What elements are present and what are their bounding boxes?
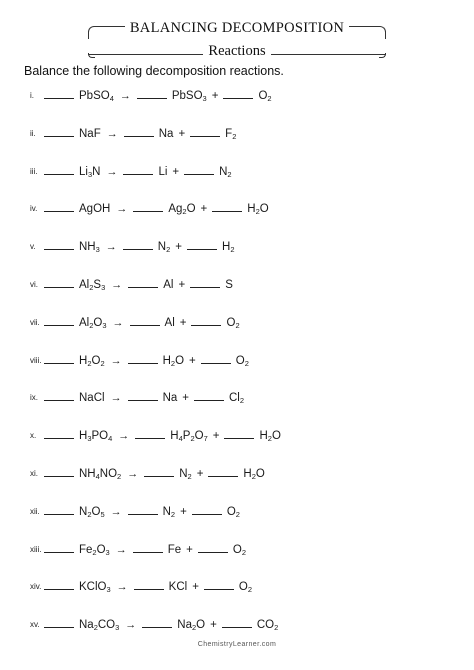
reaction-equation — [44, 162, 236, 182]
formula-element: O — [238, 581, 248, 594]
reaction-equation — [44, 275, 237, 295]
coefficient-blank[interactable] — [44, 275, 74, 288]
coefficient-blank[interactable] — [44, 351, 74, 364]
plus-sign: + — [211, 90, 219, 102]
formula-element: S — [93, 279, 102, 291]
subscript: 4 — [178, 434, 183, 444]
page-title: BALANCING DECOMPOSITION — [125, 20, 349, 36]
reaction-number: ix. — [30, 393, 38, 403]
plus-sign: + — [210, 619, 217, 632]
formula-element: CO — [256, 619, 275, 632]
product-formula — [226, 313, 239, 333]
formula-element: O — [226, 505, 236, 518]
reaction-number: vi. — [30, 280, 38, 289]
formula-element: PO — [91, 430, 109, 443]
reaction-equation — [44, 124, 240, 144]
subscript: 3 — [106, 585, 111, 595]
coefficient-blank[interactable] — [198, 540, 228, 553]
reaction-arrow: → — [110, 392, 122, 405]
subscript: 4 — [95, 472, 100, 481]
subscript: 2 — [267, 434, 272, 444]
formula-element: H — [79, 354, 88, 367]
formula-element: P — [182, 430, 191, 443]
reaction-arrow: → — [119, 90, 131, 102]
reaction-arrow: → — [125, 619, 137, 632]
formula-element: Al — [163, 279, 174, 291]
coefficient-blank[interactable] — [208, 464, 238, 477]
reaction-number: i. — [30, 91, 34, 100]
reactant-formula — [79, 464, 121, 484]
product-formula — [163, 502, 175, 522]
plus-sign: + — [212, 430, 220, 443]
subscript: 3 — [95, 245, 100, 255]
coefficient-blank[interactable] — [133, 199, 163, 212]
reaction-number: xi. — [30, 469, 38, 478]
formula-element: NH — [79, 468, 96, 480]
formula-element: S — [225, 279, 233, 291]
subscript: 2 — [170, 358, 176, 368]
formula-element: O — [226, 316, 236, 329]
subscript: 7 — [203, 434, 208, 444]
formula-element: Al — [79, 316, 90, 329]
formula-element: Ag — [168, 203, 183, 216]
formula-element: O — [96, 543, 106, 556]
formula-element: AgOH — [79, 203, 111, 216]
subscript: 3 — [87, 434, 92, 444]
plus-sign: + — [180, 505, 187, 518]
subscript: 2 — [190, 434, 195, 444]
product-formula — [233, 540, 246, 560]
instructions: Balance the following decomposition reactions. — [24, 64, 284, 78]
product-formula — [163, 388, 178, 408]
coefficient-blank[interactable] — [44, 162, 74, 175]
subscript: 4 — [108, 434, 113, 444]
reaction-equation — [44, 351, 253, 371]
coefficient-blank[interactable] — [212, 199, 242, 212]
reactant-formula — [79, 237, 100, 257]
formula-element: Li — [79, 165, 88, 178]
subscript: 2 — [227, 169, 232, 179]
reaction-arrow: → — [116, 581, 128, 594]
page-subtitle: Reactions — [203, 43, 270, 59]
formula-element: O — [235, 354, 245, 367]
formula-element: O — [186, 203, 196, 216]
coefficient-blank[interactable] — [128, 351, 158, 364]
plus-sign: + — [189, 354, 196, 367]
coefficient-blank[interactable] — [44, 577, 74, 590]
coefficient-blank[interactable] — [144, 464, 174, 477]
formula-element: H — [243, 468, 252, 480]
formula-element: O — [259, 203, 269, 216]
subscript: 3 — [115, 623, 120, 633]
subscript: 2 — [244, 358, 249, 368]
subscript: 2 — [255, 207, 260, 217]
subscript: 2 — [232, 131, 237, 141]
reaction-row — [0, 275, 474, 295]
reactant-formula — [79, 199, 110, 219]
coefficient-blank[interactable] — [44, 388, 74, 401]
formula-element: Na — [79, 619, 94, 632]
coefficient-blank[interactable] — [44, 502, 74, 515]
formula-element: O — [232, 543, 242, 556]
coefficient-blank[interactable] — [190, 124, 220, 137]
subscript: 2 — [170, 509, 176, 519]
plus-sign: + — [178, 279, 186, 291]
plus-sign: + — [192, 581, 199, 594]
product-formula — [257, 615, 278, 635]
formula-element: H — [247, 203, 256, 216]
reaction-row — [0, 313, 474, 333]
formula-element: NH — [79, 241, 96, 254]
coefficient-blank[interactable] — [44, 540, 74, 553]
reactant-formula — [79, 502, 105, 522]
coefficient-blank[interactable] — [222, 615, 252, 628]
product-formula — [239, 577, 252, 597]
reaction-arrow: → — [110, 354, 122, 367]
formula-element: N — [157, 241, 167, 254]
reactant-formula — [79, 162, 100, 182]
reactant-formula — [79, 388, 105, 408]
product-formula — [177, 615, 205, 635]
formula-element: H — [222, 241, 231, 254]
coefficient-blank[interactable] — [124, 124, 154, 137]
formula-element: PbSO — [171, 90, 203, 102]
subscript: 2 — [89, 283, 94, 292]
coefficient-blank[interactable] — [44, 313, 74, 326]
reaction-arrow: → — [127, 468, 139, 480]
reaction-arrow: → — [112, 316, 124, 329]
product-formula — [169, 577, 188, 597]
subscript: 2 — [117, 472, 122, 481]
plus-sign: + — [196, 468, 204, 480]
reaction-row — [0, 502, 474, 522]
coefficient-blank[interactable] — [224, 426, 254, 439]
reaction-number: xv. — [30, 620, 40, 630]
reaction-equation — [44, 464, 269, 484]
subscript: 2 — [251, 472, 256, 481]
formula-element: Fe — [79, 543, 93, 556]
subscript: 2 — [87, 509, 92, 519]
formula-element: O — [91, 505, 101, 518]
reactant-formula — [79, 124, 101, 144]
reaction-row — [0, 540, 474, 560]
formula-element: PbSO — [79, 90, 110, 102]
reaction-row — [0, 426, 474, 446]
coefficient-blank[interactable] — [130, 313, 160, 326]
coefficient-blank[interactable] — [191, 313, 221, 326]
formula-element: O — [196, 619, 206, 632]
coefficient-blank[interactable] — [204, 577, 234, 590]
reaction-row — [0, 86, 474, 106]
formula-element: NaF — [79, 127, 101, 140]
formula-element: N — [162, 505, 171, 518]
reaction-equation — [44, 426, 285, 446]
subscript: 2 — [267, 94, 272, 103]
product-formula — [247, 199, 268, 219]
coefficient-blank[interactable] — [134, 577, 164, 590]
reaction-row — [0, 199, 474, 219]
product-formula — [227, 502, 240, 522]
subscript: 2 — [230, 245, 235, 255]
product-formula — [225, 275, 233, 295]
reaction-number: xiv. — [30, 582, 42, 592]
reaction-number: xii. — [30, 506, 40, 516]
subscript: 2 — [89, 320, 94, 330]
reaction-row — [0, 464, 474, 484]
reaction-arrow: → — [106, 165, 118, 178]
formula-element: O — [175, 354, 185, 367]
subscript: 2 — [182, 207, 187, 217]
formula-element: N — [179, 468, 188, 480]
product-formula — [158, 237, 170, 257]
reaction-arrow: → — [110, 505, 122, 518]
reaction-number: viii. — [30, 355, 42, 365]
product-formula — [243, 464, 264, 484]
coefficient-blank[interactable] — [135, 426, 165, 439]
reaction-equation — [44, 86, 276, 106]
reactant-formula — [79, 540, 110, 560]
subscript: 2 — [241, 547, 246, 557]
reaction-arrow: → — [111, 279, 123, 291]
subscript: 2 — [235, 509, 240, 519]
product-formula — [229, 388, 244, 408]
formula-element: H — [162, 354, 171, 367]
plus-sign: + — [172, 165, 180, 178]
reaction-arrow: → — [116, 203, 128, 216]
formula-element: Li — [158, 165, 168, 178]
formula-element: Na — [162, 392, 178, 405]
reaction-row — [0, 162, 474, 182]
formula-element: H — [170, 430, 179, 443]
product-formula — [163, 275, 173, 295]
formula-element: Na — [177, 619, 192, 632]
formula-element: O — [255, 468, 265, 480]
coefficient-blank[interactable] — [187, 237, 217, 250]
reaction-equation — [44, 199, 273, 219]
formula-element: Fe — [167, 543, 182, 556]
subscript: 3 — [102, 320, 107, 330]
subscript: 3 — [87, 169, 93, 179]
reaction-equation — [44, 577, 256, 597]
reaction-equation — [44, 237, 238, 257]
reaction-row — [0, 388, 474, 408]
coefficient-blank[interactable] — [190, 275, 220, 288]
subscript: 2 — [239, 396, 245, 406]
formula-element: Al — [164, 316, 175, 329]
product-formula — [170, 426, 207, 446]
reactant-formula — [79, 313, 107, 333]
subscript: 3 — [105, 547, 110, 557]
reaction-equation — [44, 502, 244, 522]
coefficient-blank[interactable] — [44, 124, 74, 137]
reactant-formula — [79, 577, 111, 597]
subscript: 2 — [87, 358, 92, 368]
formula-element: NO — [99, 468, 118, 480]
reaction-equation — [44, 313, 244, 333]
reactant-formula — [79, 275, 105, 295]
product-formula — [172, 86, 207, 106]
formula-element: F — [225, 127, 233, 140]
product-formula — [259, 426, 280, 446]
subscript: 2 — [92, 547, 97, 557]
subscript: 2 — [274, 623, 279, 633]
product-formula — [159, 124, 174, 144]
reactant-formula — [79, 86, 114, 106]
subscript: 2 — [100, 358, 105, 368]
formula-element: O — [258, 90, 268, 102]
plus-sign: + — [186, 543, 193, 556]
reaction-arrow: → — [106, 127, 118, 140]
plus-sign: + — [200, 203, 208, 216]
subscript: 2 — [192, 623, 197, 633]
coefficient-blank[interactable] — [44, 86, 74, 99]
coefficient-blank[interactable] — [133, 540, 163, 553]
coefficient-blank[interactable] — [44, 237, 74, 250]
formula-element: N — [219, 165, 228, 178]
product-formula — [168, 199, 195, 219]
footer-credit: ChemistryLearner.com — [197, 641, 277, 648]
product-formula — [219, 162, 231, 182]
reaction-arrow: → — [105, 241, 117, 254]
reaction-row — [0, 124, 474, 144]
coefficient-blank[interactable] — [44, 199, 74, 212]
reactant-formula — [79, 426, 112, 446]
reaction-number: vii. — [30, 317, 40, 327]
coefficient-blank[interactable] — [137, 86, 167, 99]
formula-element: O — [93, 316, 103, 329]
coefficient-blank[interactable] — [128, 502, 158, 515]
product-formula — [165, 313, 175, 333]
reaction-equation — [44, 615, 282, 635]
coefficient-blank[interactable] — [184, 162, 214, 175]
product-formula — [179, 464, 191, 484]
reaction-row — [0, 577, 474, 597]
subscript: 5 — [100, 509, 105, 519]
coefficient-blank[interactable] — [194, 388, 224, 401]
subscript: 2 — [166, 245, 171, 255]
formula-element: N — [92, 165, 101, 178]
product-formula — [163, 351, 184, 371]
product-formula — [258, 86, 271, 106]
formula-element: N — [79, 505, 88, 518]
reaction-arrow: → — [115, 543, 127, 556]
plus-sign: + — [182, 392, 189, 405]
product-formula — [168, 540, 181, 560]
formula-element: NaCl — [79, 392, 105, 405]
coefficient-blank[interactable] — [223, 86, 253, 99]
reaction-equation — [44, 388, 248, 408]
product-formula — [158, 162, 167, 182]
subscript: 2 — [247, 585, 253, 595]
formula-element: CO — [97, 619, 116, 632]
formula-element: Na — [158, 127, 174, 140]
plus-sign: + — [179, 316, 187, 329]
formula-element: KCl — [168, 581, 188, 594]
reaction-equation — [44, 540, 250, 560]
formula-element: KClO — [79, 581, 107, 594]
reaction-arrow: → — [118, 430, 130, 443]
reaction-number: iii. — [30, 166, 38, 176]
coefficient-blank[interactable] — [44, 615, 74, 628]
formula-element: Al — [79, 279, 90, 291]
coefficient-blank[interactable] — [44, 426, 74, 439]
reactant-formula — [79, 351, 105, 371]
reaction-number: v. — [30, 242, 36, 252]
formula-element: Cl — [228, 392, 240, 405]
formula-element: O — [194, 430, 204, 443]
subscript: 4 — [109, 94, 114, 103]
coefficient-blank[interactable] — [123, 237, 153, 250]
coefficient-blank[interactable] — [128, 388, 158, 401]
plus-sign: + — [178, 127, 186, 140]
subscript: 2 — [187, 472, 192, 481]
coefficient-blank[interactable] — [201, 351, 231, 364]
subscript: 2 — [235, 320, 240, 330]
subscript: 3 — [202, 94, 207, 103]
formula-element: O — [271, 430, 281, 443]
reaction-number: iv. — [30, 204, 38, 214]
coefficient-blank[interactable] — [123, 162, 153, 175]
title-banner — [88, 20, 386, 60]
subscript: 3 — [101, 283, 106, 292]
reaction-number: xiii. — [30, 544, 42, 554]
coefficient-blank[interactable] — [128, 275, 158, 288]
formula-element: H — [79, 430, 88, 443]
reaction-row — [0, 237, 474, 257]
coefficient-blank[interactable] — [44, 464, 74, 477]
reactant-formula — [79, 615, 119, 635]
formula-element: O — [91, 354, 101, 367]
product-formula — [236, 351, 249, 371]
reaction-number: x. — [30, 431, 37, 441]
product-formula — [222, 237, 234, 257]
reaction-number: ii. — [30, 128, 36, 138]
formula-element: H — [259, 430, 268, 443]
reaction-row — [0, 615, 474, 635]
product-formula — [225, 124, 236, 144]
plus-sign: + — [175, 241, 182, 254]
coefficient-blank[interactable] — [192, 502, 222, 515]
subscript: 2 — [93, 623, 98, 633]
reaction-row — [0, 351, 474, 371]
coefficient-blank[interactable] — [142, 615, 172, 628]
